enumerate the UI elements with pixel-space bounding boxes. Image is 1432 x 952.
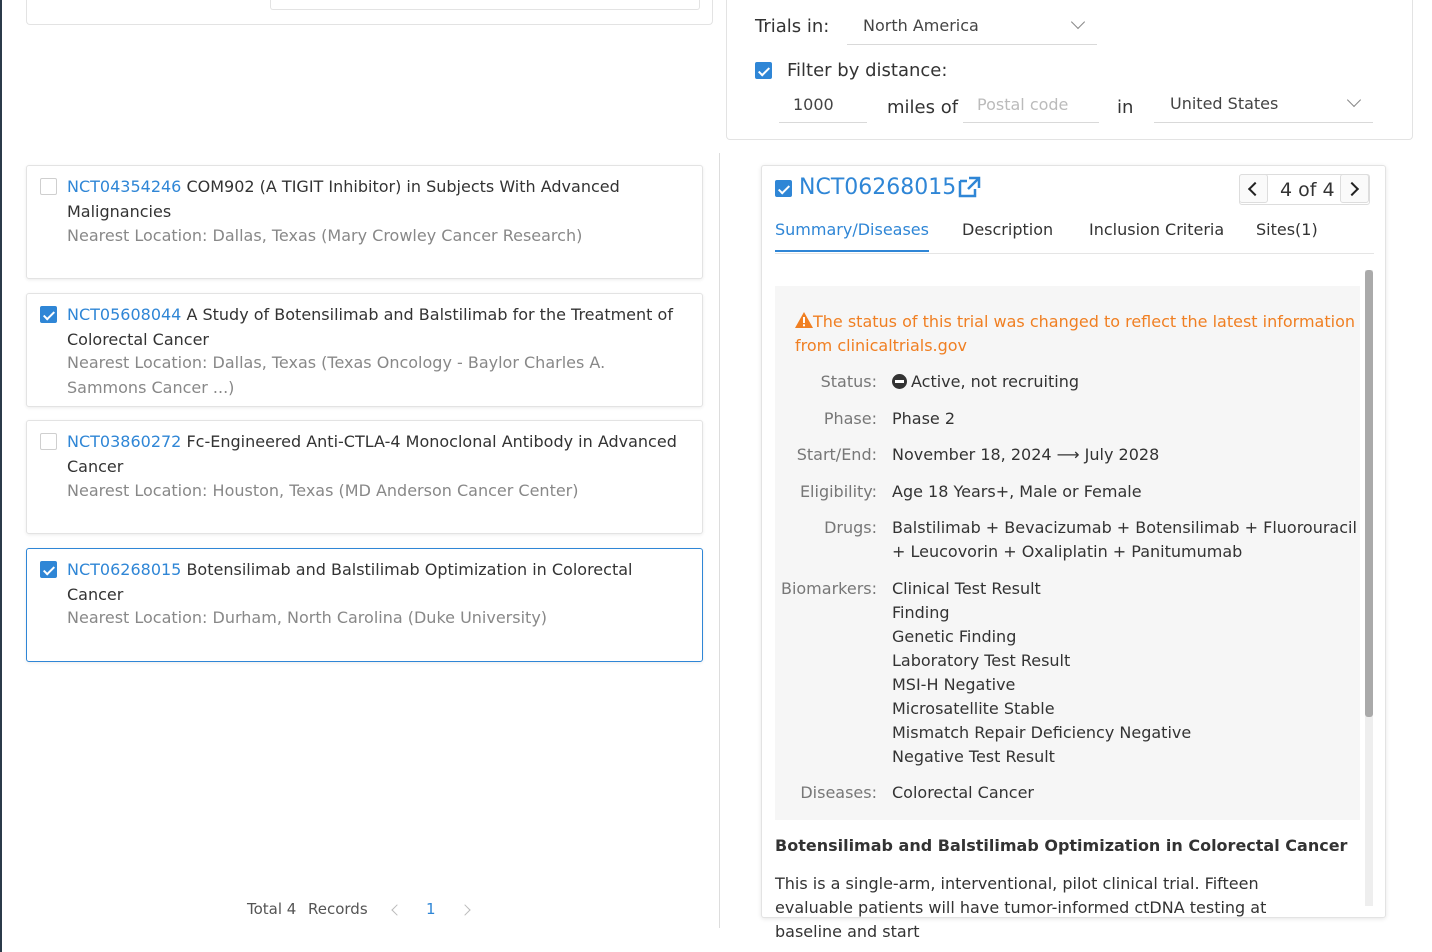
biomarker-item: Genetic Finding (892, 627, 1017, 646)
biomarkers-list (892, 577, 1362, 769)
country-select-value: United States (1170, 94, 1279, 113)
trial-id-link[interactable]: NCT06268015 (67, 560, 182, 579)
trial-checkbox[interactable] (40, 561, 57, 578)
status-value (892, 370, 1362, 394)
scrollbar-thumb[interactable] (1365, 270, 1373, 717)
chevron-down-icon (1347, 93, 1361, 107)
detail-tabs (775, 212, 1374, 254)
records-label: Records (308, 900, 368, 918)
eligibility-label: Eligibility: (799, 482, 877, 501)
trial-id-link[interactable]: NCT05608044 (67, 305, 182, 324)
region-select[interactable] (847, 9, 1097, 45)
summary-text: This is a single-arm, interventional, pilot clinical trial. Fifteen evaluable patients will have tumor-informed ctDNA testing at baseline and start (775, 874, 1267, 941)
next-page-icon[interactable] (459, 904, 470, 915)
chevron-left-icon (1248, 182, 1262, 196)
filter-panel (726, 0, 1413, 140)
biomarker-item: Finding (892, 603, 950, 622)
biomarker-item: MSI-H Negative (892, 675, 1016, 694)
diseases-label: Diseases: (800, 783, 877, 802)
prev-page-icon[interactable] (391, 904, 402, 915)
trial-card[interactable] (26, 420, 703, 534)
trial-location: Nearest Location: Dallas, Texas (Mary Crowley Cancer Research) (67, 226, 583, 245)
trial-title-text: Botensilimab and Balstilimab Optimization in Colorectal Cancer (67, 560, 633, 604)
detail-trial-id[interactable]: NCT06268015 (799, 175, 957, 200)
trial-id-link[interactable]: NCT03860272 (67, 432, 182, 451)
status-text: Active, not recruiting (911, 372, 1079, 391)
panel-divider (719, 153, 720, 928)
filter-distance-checkbox[interactable] (755, 62, 772, 79)
tab-summary-diseases[interactable]: Summary/Diseases (775, 220, 929, 252)
next-trial-button[interactable] (1340, 174, 1369, 203)
tab-description[interactable]: Description (962, 220, 1054, 239)
trial-title (67, 557, 688, 607)
drugs-value: Balstilimab + Bevacizumab + Botensilimab + Fluorouracil + Leucovorin + Oxaliplatin + Panitumumab (892, 518, 1357, 561)
page-1-button[interactable]: 1 (426, 900, 436, 918)
startend-label: Start/End: (796, 445, 877, 464)
trial-location: Nearest Location: Houston, Texas (MD Anderson Cancer Center) (67, 481, 579, 500)
trial-card[interactable] (26, 165, 703, 279)
detail-checkbox[interactable] (775, 180, 792, 197)
filter-distance-label: Filter by distance: (787, 60, 948, 81)
summary-title: Botensilimab and Balstilimab Optimization in Colorectal Cancer (775, 836, 1348, 855)
diseases-value: Colorectal Cancer (892, 783, 1035, 802)
status-label: Status: (820, 372, 877, 391)
summary-box (775, 286, 1360, 820)
window-edge (0, 0, 2, 952)
trial-title (67, 174, 688, 224)
chevron-right-icon (1345, 182, 1359, 196)
miles-of-label: miles of (887, 97, 959, 118)
trial-title-text: Fc-Engineered Anti-CTLA-4 Monoclonal Antibody in Advanced Cancer (67, 432, 677, 476)
postal-code-input[interactable] (963, 87, 1099, 123)
trial-location: Nearest Location: Dallas, Texas (Texas Oncology - Baylor Charles A. Sammons Cancer ...) (67, 353, 606, 397)
minus-circle-icon (892, 374, 907, 389)
warning-icon (795, 312, 813, 328)
eligibility-value: Age 18 Years+, Male or Female (892, 482, 1142, 501)
search-field[interactable] (270, 0, 700, 10)
distance-input-value: 1000 (793, 95, 834, 114)
biomarker-item: Microsatellite Stable (892, 699, 1055, 718)
trial-checkbox[interactable] (40, 306, 57, 323)
drugs-label: Drugs: (824, 518, 877, 537)
trial-position: 4 of 4 (1280, 179, 1335, 201)
biomarker-item: Clinical Test Result (892, 579, 1041, 598)
phase-label: Phase: (823, 409, 877, 428)
in-label: in (1117, 97, 1134, 118)
status-warning (795, 310, 1355, 358)
detail-pager (1239, 174, 1370, 205)
distance-input[interactable] (779, 87, 867, 123)
status-warning-text: The status of this trial was changed to reflect the latest information from clinicaltrials.gov (795, 312, 1355, 355)
trial-card-selected[interactable] (26, 548, 703, 662)
search-panel (26, 0, 713, 25)
chevron-down-icon (1071, 15, 1085, 29)
country-select[interactable] (1154, 87, 1373, 123)
trials-in-label: Trials in: (755, 16, 830, 37)
trial-title-text: COM902 (A TIGIT Inhibitor) in Subjects With Advanced Malignancies (67, 177, 620, 221)
external-link-icon[interactable] (957, 176, 981, 198)
trial-title-text: A Study of Botensilimab and Balstilimab for the Treatment of Colorectal Cancer (67, 305, 673, 349)
trial-title (67, 429, 688, 479)
trial-checkbox[interactable] (40, 178, 57, 195)
trial-location: Nearest Location: Durham, North Carolina (Duke University) (67, 608, 548, 627)
startend-value: November 18, 2024 ⟶ July 2028 (892, 445, 1160, 464)
biomarker-item: Mismatch Repair Deficiency Negative (892, 723, 1192, 742)
total-count: Total 4 (247, 900, 297, 918)
phase-value: Phase 2 (892, 409, 956, 428)
prev-trial-button[interactable] (1239, 174, 1268, 203)
postal-code-placeholder: Postal code (977, 95, 1069, 114)
trial-detail-panel (761, 165, 1386, 941)
biomarker-item: Negative Test Result (892, 747, 1055, 766)
trial-checkbox[interactable] (40, 433, 57, 450)
trial-title (67, 302, 688, 352)
region-select-value: North America (863, 16, 979, 35)
trial-id-link[interactable]: NCT04354246 (67, 177, 182, 196)
biomarkers-label: Biomarkers: (780, 579, 877, 598)
summary-content[interactable] (775, 272, 1374, 941)
trial-card[interactable] (26, 293, 703, 407)
tab-sites[interactable]: Sites(1) (1256, 220, 1318, 239)
tab-inclusion-criteria[interactable]: Inclusion Criteria (1089, 220, 1225, 239)
biomarker-item: Laboratory Test Result (892, 651, 1071, 670)
